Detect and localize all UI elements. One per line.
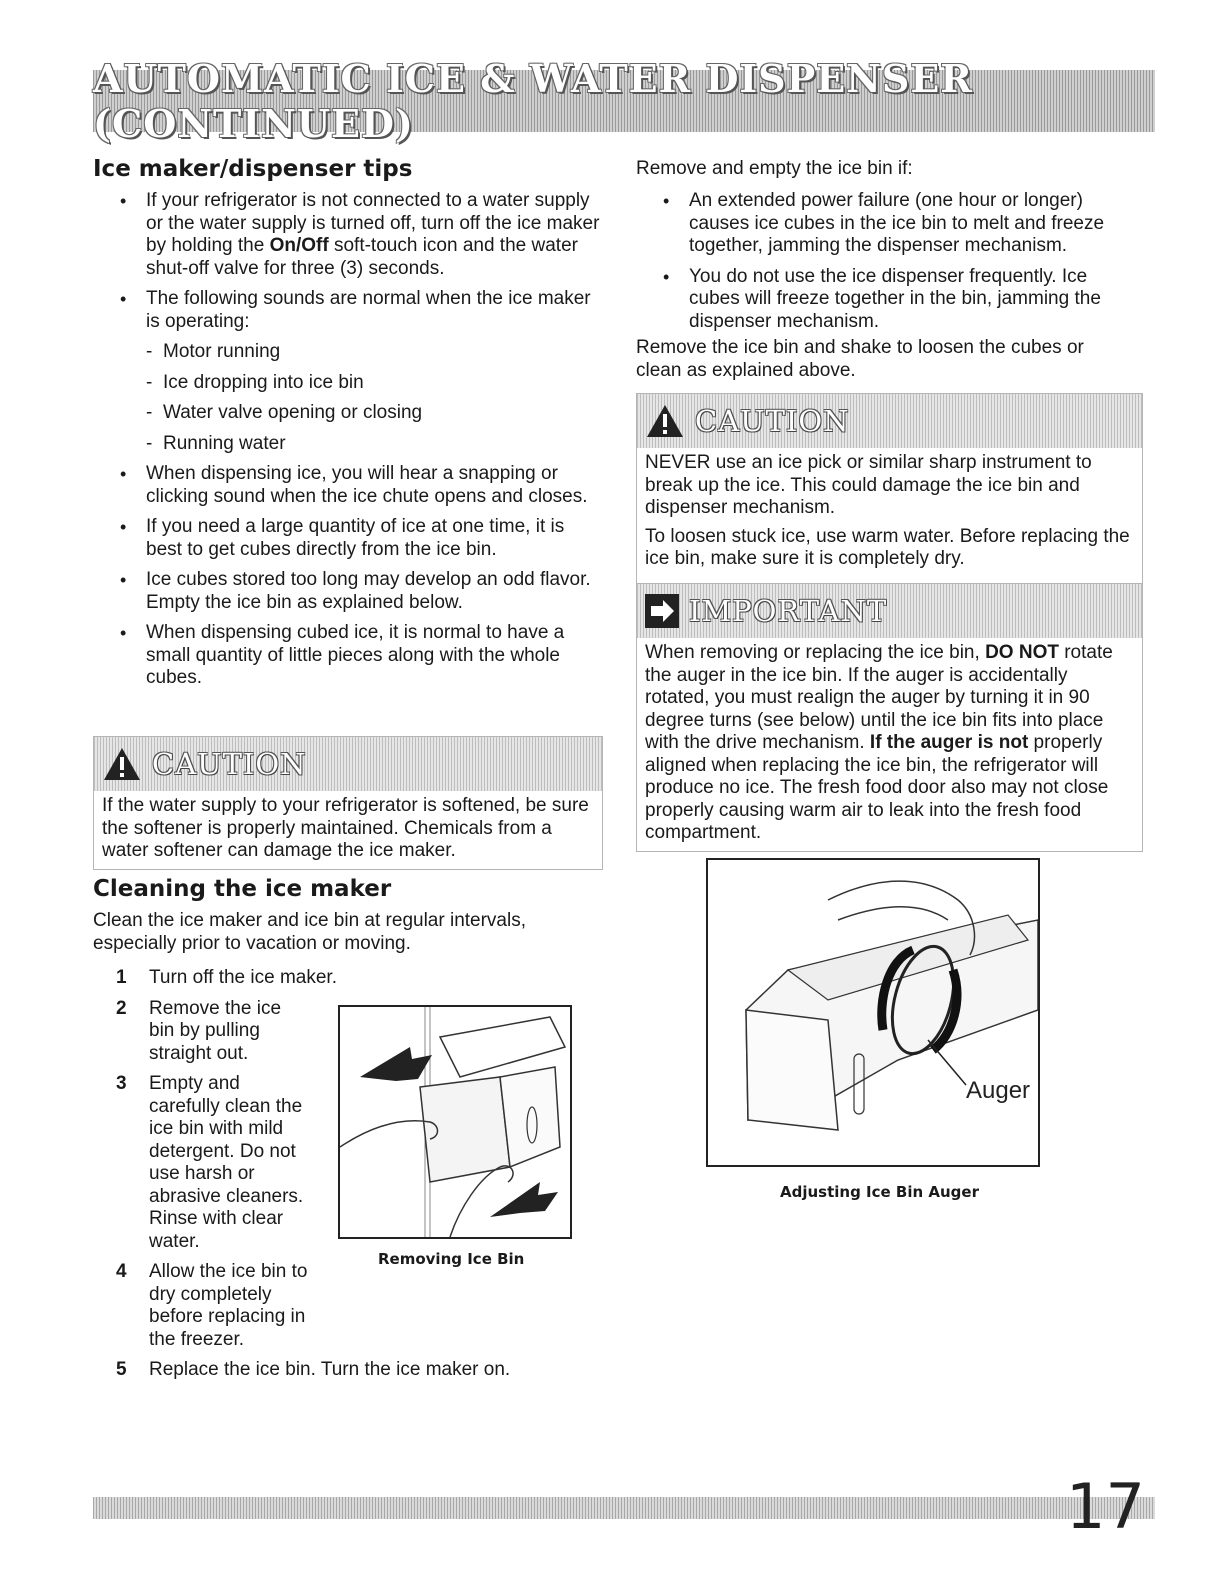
adjusting-auger-illustration: [706, 858, 1040, 1167]
tips-heading: Ice maker/dispenser tips: [93, 156, 413, 182]
list-item: • If you need a large quantity of ice at one time, it is best to get cubes directly from the ice bin.: [93, 516, 603, 561]
list-item: • Ice cubes stored too long may develop an odd flavor. Empty the ice bin as explained below.: [93, 569, 603, 614]
list-item: • You do not use the ice dispenser frequently. Ice cubes will freeze together in the bin, jamming the dispenser mechanism.: [636, 266, 1136, 334]
warning-icon: [102, 746, 142, 782]
important-header: [637, 584, 1142, 638]
list-item: - Motor running: [146, 341, 603, 364]
list-item: - Water valve opening or closing: [146, 402, 603, 425]
caution-body: [637, 448, 1142, 583]
removing-ice-bin-caption: Removing Ice Bin: [378, 1250, 525, 1268]
banner-title: AUTOMATIC ICE & WATER DISPENSER (CONTINUED): [93, 56, 973, 146]
list-item: - Running water: [146, 433, 603, 456]
step-item: 5 Replace the ice bin. Turn the ice maker on.: [116, 1359, 511, 1380]
step-item: 4 Allow the ice bin to dry completely before replacing in the freezer.: [116, 1261, 308, 1350]
warning-icon: [645, 403, 685, 439]
list-item: • When dispensing ice, you will hear a snapping or clicking sound when the ice chute opens and closes.: [93, 463, 603, 508]
list-item: • If your refrigerator is not connected to a water supply or the water supply is turned off, turn off the ice maker by holding the On/Off soft-touch icon and the water shut-off valve for three (3) seconds.: [93, 190, 603, 280]
caution-title: CAUTION: [152, 747, 307, 781]
remove-intro: Remove and empty the ice bin if:: [636, 158, 913, 179]
step-item: 1 Turn off the ice maker.: [116, 967, 337, 988]
list-item: - Ice dropping into ice bin: [146, 372, 603, 395]
tips-list: [93, 190, 603, 698]
sounds-list: [146, 341, 603, 455]
removing-ice-bin-illustration: [338, 1005, 572, 1239]
caution-paragraph: NEVER use an ice pick or similar sharp instrument to break up the ice. This could damage the ice bin and dispenser mechanism.: [645, 452, 1092, 518]
section-banner: [93, 56, 1155, 146]
caution-box-right: [636, 393, 1143, 584]
page-number: 17: [1066, 1470, 1145, 1543]
adjusting-auger-caption: Adjusting Ice Bin Auger: [780, 1183, 979, 1201]
list-item: • The following sounds are normal when the ice maker is operating: - Motor running - Ice dropping into ice bin - Water valve opening or closing - Running water: [93, 288, 603, 455]
step-item: 3 Empty and carefully clean the ice bin with mild detergent. Do not use harsh or abrasive cleaners. Rinse with clear water.: [116, 1073, 304, 1252]
important-title: IMPORTANT: [689, 594, 888, 628]
footer-bar: [93, 1497, 1155, 1519]
important-box: [636, 583, 1143, 852]
step-item: 2 Remove the ice bin by pulling straight out.: [116, 997, 282, 1064]
arrow-right-icon: [645, 594, 679, 628]
caution-header: [637, 394, 1142, 448]
caution-box-left: [93, 736, 603, 870]
caution-header: [94, 737, 602, 791]
auger-label: Auger: [966, 1077, 1031, 1104]
caution-title: CAUTION: [695, 404, 850, 438]
remove-after-text: Remove the ice bin and shake to loosen the cubes or clean as explained above.: [636, 337, 1084, 381]
remove-conditions-list: [636, 190, 1136, 341]
cleaning-intro: Clean the ice maker and ice bin at regular intervals, especially prior to vacation or moving.: [93, 910, 527, 954]
list-item: • An extended power failure (one hour or longer) causes ice cubes in the ice bin to melt and freeze together, jamming the dispenser mechanism.: [636, 190, 1136, 258]
cleaning-heading: Cleaning the ice maker: [93, 876, 392, 902]
caution-text: If the water supply to your refrigerator is softened, be sure the softener is properly maintained. Chemicals from a water softener can damage the ice maker.: [102, 795, 589, 861]
important-text: When removing or replacing the ice bin, DO NOT rotate the auger in the ice bin. If the auger is accidentally rotated, you must realign the auger by turning it in 90 degree turns (see below) until the ice bin fits into place with the drive mechanism. If the auger is not properly aligned when replacing the ice bin, the refrigerator will produce no ice. The fresh food door also may not close properly causing warm air to leak into the fresh food compartment.: [645, 642, 1113, 843]
caution-paragraph: To loosen stuck ice, use warm water. Before replacing the ice bin, make sure it is completely dry.: [645, 525, 1130, 569]
list-item: • When dispensing cubed ice, it is normal to have a small quantity of little pieces along with the whole cubes.: [93, 622, 603, 690]
